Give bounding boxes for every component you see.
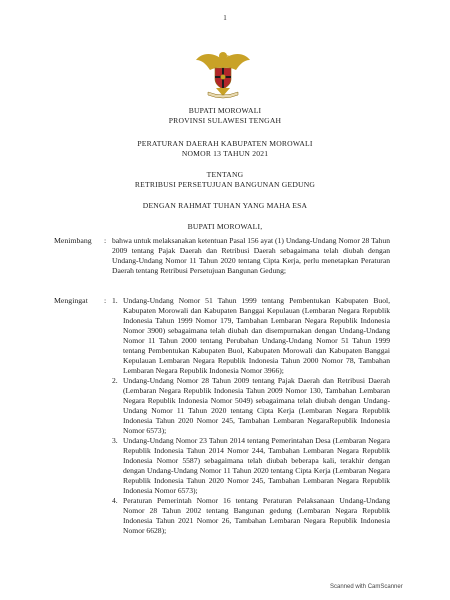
list-item-text: Undang-Undang Nomor 28 Tahun 2009 tentang Pajak Daerah dan Retribusi Daerah (Lembaran Negara Republik Indonesia Tahun 2009 Nomor 130, Tambahan Lembaran Negara Republik Indonesia Nomor 5049) sebagaimana telah diubah dengan Undang-Undang Nomor 11 Tahun 2020 tentang Cipta Kerja (Lembaran Negara Republik Indonesia Tahun 2020 Nomor 245, Tambahan Lembaran NegaraRepublik Indonesia Nomor 6573);	[123, 376, 390, 435]
menimbang-colon: :	[104, 236, 107, 245]
page-number: 1	[223, 14, 227, 22]
mengingat-label: Mengingat	[54, 296, 88, 305]
header-nomor: NOMOR 13 TAHUN 2021	[181, 149, 269, 158]
list-item-text: Peraturan Pemerintah Nomor 16 tentang Peraturan Pelaksanaan Undang-Undang Nomor 28 Tahun 2002 tentang Bangunan gedung (Lembaran Negara Republik Indonesia Tahun 2021 Nomor 26, Tambahan Lembaran Negara Republik Indonesia Nomor 6628);	[123, 496, 390, 535]
mengingat-list	[112, 296, 390, 536]
header-tentang: TENTANG	[206, 170, 244, 179]
header-provinsi: PROVINSI SULAWESI TENGAH	[168, 116, 282, 125]
garuda-emblem-icon	[194, 46, 252, 100]
list-item-number: 2.	[112, 376, 118, 385]
list-item-number: 1.	[112, 296, 118, 305]
list-item	[112, 436, 390, 496]
list-item	[112, 496, 390, 536]
list-item	[112, 296, 390, 376]
list-item	[112, 376, 390, 436]
header-bupati-comma: BUPATI MOROWALI,	[187, 222, 263, 231]
header-peraturan: PERATURAN DAERAH KABUPATEN MOROWALI	[137, 139, 313, 148]
scanner-watermark: Scanned with CamScanner	[330, 584, 403, 590]
menimbang-label: Menimbang	[54, 236, 92, 245]
list-item-text: Undang-Undang Nomor 51 Tahun 1999 tentang Pembentukan Kabupaten Buol, Kabupaten Morowali dan Kabupaten Banggai Kepulauan (Lembaran Negara Republik Indonesia Tahun 1999 Nomor 179, Tambahan Lembaran Negara Republik Indonesia Nomor 3900) sebagaimana telah diubah dan disempurnakan dengan Undang-Undang Nomor 11 Tahun 2000 tentang Perubahan Undang-Undang Nomor 51 Tahun 1999 tentang Pembentukan Kabupaten Buol, Kabupaten Morowali dan Kabupaten Banggai Kepulauan Lembaran Negara Republik Indonesia Tahun 2000 Nomor 78, Tambahan Lembaran Negara Republik Indonesia Nomor 3966);	[123, 296, 390, 375]
regulation-title: RETRIBUSI PERSETUJUAN BANGUNAN GEDUNG	[134, 180, 316, 189]
header-rahmat: DENGAN RAHMAT TUHAN YANG MAHA ESA	[142, 201, 308, 210]
menimbang-text: bahwa untuk melaksanakan ketentuan Pasal 156 ayat (1) Undang-Undang Nomor 28 Tahun 2009 tentang Pajak Daerah dan Retribusi Daerah sebagaimana telah diubah dengan Undang-Undang Nomor 11 Tahun 2020 tentang Cipta Kerja, perlu menetapkan Peraturan Daerah tentang Retribusi Persetujuan Bangunan Gedung;	[112, 236, 390, 275]
list-item-number: 4.	[112, 496, 118, 505]
header-bupati: BUPATI MOROWALI	[188, 106, 262, 115]
mengingat-colon: :	[104, 296, 107, 305]
list-item-number: 3.	[112, 436, 118, 445]
list-item-text: Undang-Undang Nomor 23 Tahun 2014 tentang Pemerintahan Desa (Lembaran Negara Republik Indonesia Tahun 2014 Nomor 244, Tambahan Lembaran Negara Republik Indonesia Nomor 5587) sebagaimana telah diubah beberapa kali, terakhir dengan dengan Undang-Undang Nomor 11 Tahun 2020 tentang Cipta Kerja (Lembaran Negara Republik Indonesia Tahun 2020 Nomor 245, Tambahan Lembaran Negara Republik Indonesia Nomor 6573);	[123, 436, 390, 495]
